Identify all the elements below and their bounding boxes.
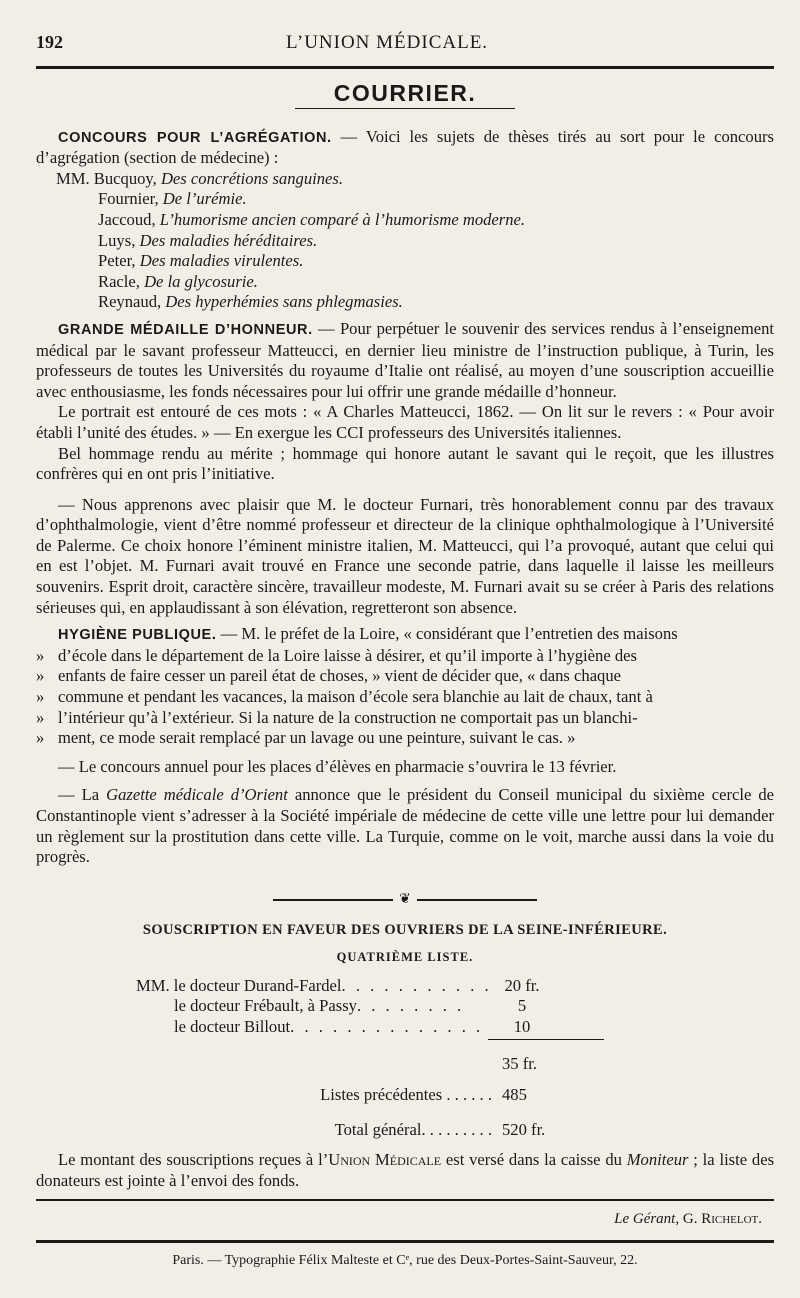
thesis-candidate: Luys, <box>98 230 140 250</box>
quote-text: commune et pendant les vacances, la maison d’école sera blanchie au lait de chaux, tant à <box>58 687 653 707</box>
portrait-paragraph: Le portrait est entouré de ces mots : « A Charles Matteucci, 1862. — On lit sur le revers : « Pour avoir établi l’unité des études. » — En exergue les CCI professeurs des Universités italiennes. <box>36 402 774 442</box>
gazette-text-a: — La <box>58 785 107 805</box>
gazette-text-b: annonce que le président du Conseil municipal du sixième cercle de Constantinople vient s’adresser à la Société impériale de médecine de cette ville une lettre pour lui demander un règlement sur la prostitution dans cette ville. La Turquie, comme on le voit, marche aussi dans la voie du progrès. <box>36 785 775 867</box>
thesis-item <box>36 272 774 293</box>
thesis-candidate: MM. Bucquoy, <box>56 168 161 188</box>
quote-line <box>36 728 774 749</box>
hygiene-text: — M. le préfet de la Loire, « considérant que l’entretien des maisons <box>216 624 678 644</box>
quote-mark: » <box>36 666 45 686</box>
footer-rule <box>36 1199 774 1201</box>
thesis-item <box>36 210 774 231</box>
total-row <box>36 1120 774 1141</box>
gazette-title: Gazette médicale d’Orient <box>106 785 288 805</box>
quote-mark: » <box>36 707 45 727</box>
thesis-list <box>36 169 774 313</box>
previous-label: Listes précédentes . . . . . . <box>320 1084 492 1104</box>
total-amount: 520 fr. <box>502 1119 546 1139</box>
ornament-flourish-icon: ❦ <box>399 891 411 907</box>
donor-amount: 10 <box>513 1016 531 1036</box>
quote-line <box>36 646 774 667</box>
souscription-title: SOUSCRIPTION EN FAVEUR DES OUVRIERS DE LA SEINE-INFÉRIEURE. <box>142 922 668 939</box>
thesis-candidate: Fournier, <box>98 189 163 209</box>
quote-mark: » <box>36 728 45 748</box>
donor-name: le docteur Billout. . . . . . . . . . . . . . <box>174 1016 484 1036</box>
hygiene-lead: HYGIÈNE PUBLIQUE. <box>58 627 217 644</box>
subtotal-row <box>36 1054 774 1075</box>
gerant-signature <box>36 1209 762 1230</box>
quote-mark: » <box>36 645 45 665</box>
hygiene-quote <box>36 646 774 749</box>
concours-paragraph <box>36 127 774 169</box>
moniteur-name: Moniteur <box>626 1150 689 1170</box>
donor-row <box>36 996 774 1017</box>
thesis-title: Des hyperhémies sans phlegmasies. <box>165 292 403 312</box>
previous-row <box>36 1085 774 1106</box>
thesis-candidate: Reynaud, <box>98 292 166 312</box>
thesis-item <box>36 292 774 313</box>
thesis-title: Des concrétions sanguines. <box>160 168 343 188</box>
gazette-paragraph <box>36 785 774 867</box>
gerant-label: Le Gérant, <box>614 1211 680 1228</box>
thesis-item <box>36 251 774 272</box>
thesis-item <box>36 189 774 210</box>
quote-line <box>36 687 774 708</box>
ornament-divider <box>36 890 774 911</box>
previous-amount: 485 <box>502 1084 527 1104</box>
medaille-lead: GRANDE MÉDAILLE D’HONNEUR. <box>58 321 313 338</box>
gerant-name: G. Richelot. <box>679 1211 762 1228</box>
souscription-note: Le montant des souscriptions reçues à l’Union Médicale est versé dans la caisse du Moniteur ; la liste des donateurs est jointe à l’envoi des fonds. <box>36 1150 775 1190</box>
hygiene-paragraph <box>36 624 774 646</box>
thesis-candidate: Peter, <box>98 251 140 271</box>
thesis-title: De la glycosurie. <box>144 271 258 291</box>
printer-rule <box>36 1240 774 1243</box>
thesis-title: L’humorisme ancien comparé à l’humorisme moderne. <box>159 209 526 229</box>
thesis-candidate: Racle, <box>98 271 145 291</box>
quote-line <box>36 666 774 687</box>
quote-text: ment, ce mode serait remplacé par un lavage ou une peinture, suivant le cas. » <box>58 728 576 748</box>
page-number: 192 <box>36 32 63 52</box>
ornament-line <box>273 899 393 901</box>
concours-lead: CONCOURS POUR L’AGRÉGATION. <box>58 129 332 146</box>
title-rule <box>295 108 515 109</box>
concours-text: — Voici les sujets de thèses tirés au sort pour le concours d’agrégation (section de médecine) : <box>36 126 774 168</box>
medaille-paragraph <box>36 319 774 402</box>
quote-text: d’école dans le département de la Loire laisse à désirer, et qu’il importe à l’hygiène des <box>58 645 637 665</box>
quote-mark: » <box>36 687 45 707</box>
furnari-paragraph: — Nous apprenons avec plaisir que M. le docteur Furnari, très honorablement connu par des travaux d’ophthalmologie, vient d’être nommé professeur et directeur de la clinique ophthalmologique à l’Université de Palerme. Ce choix honore l’éminent ministre italien, M. Matteucci, qui l’a provoqué, autant que celui qui en est l’objet. M. Furnari avait trouvé en France une seconde patrie, dans laquelle il laisse les meilleurs souvenirs. Esprit droit, caractère sincère, travailleur modeste, M. Furnari avait su se créer à Paris des relations sérieuses qui, en applaudissant à son élévation, regretteront son absence. <box>36 494 774 617</box>
quote-text: l’intérieur qu’à l’extérieur. Si la nature de la construction ne comportait pas un blanchi- <box>58 707 638 727</box>
donor-row <box>36 976 774 997</box>
thesis-item <box>36 231 774 252</box>
quote-text: enfants de faire cesser un pareil état de choses, » vient de décider que, « dans chaque <box>58 666 622 686</box>
souscription-subtitle: QUATRIÈME LISTE. <box>336 949 474 964</box>
header-rule <box>36 66 774 69</box>
quote-line <box>36 708 774 729</box>
total-label: Total général. . . . . . . . . <box>334 1119 492 1139</box>
donor-amount: 20 fr. <box>504 975 540 995</box>
donor-name: le docteur Frébault, à Passy. . . . . . . . <box>174 996 465 1016</box>
section-title: COURRIER. <box>333 80 477 106</box>
hommage-paragraph: Bel hommage rendu au mérite ; hommage qui honore autant le savant qui le reçoit, que les illustres confrères qui en ont pris l’initiative. <box>36 443 774 484</box>
medaille-text: — Pour perpétuer le souvenir des services rendus à l’enseignement médical par le savant professeur Matteucci, en dernier lieu ministre de l’instruction publique, à Turin, les professeurs de toutes les Universités du royaume d’Italie ont réalisé, au moyen d’une souscription accueillie avec enthousiasme, les fonds nécessaires pour lui offrir une grande médaille d’honneur. <box>36 318 775 401</box>
subtotal-amount: 35 fr. <box>502 1054 538 1074</box>
donor-name: MM. le docteur Durand-Fardel. . . . . . . . . . . <box>136 975 492 995</box>
thesis-title: De l’urémie. <box>162 189 247 209</box>
donor-amount: 5 <box>517 996 527 1016</box>
ornament-line <box>417 899 537 901</box>
printer-imprint: Paris. — Typographie Félix Malteste et Cᵉ, rue des Deux-Portes-Saint-Sauveur, 22. <box>172 1252 638 1268</box>
sum-rule <box>488 1039 604 1040</box>
page-header <box>36 32 774 60</box>
running-title: L’UNION MÉDICALE. <box>286 32 489 53</box>
donor-list <box>36 976 774 1141</box>
pharmacie-paragraph: — Le concours annuel pour les places d’élèves en pharmacie s’ouvrira le 13 février. <box>58 756 617 776</box>
thesis-candidate: Jaccoud, <box>98 209 160 229</box>
donor-row <box>36 1017 774 1038</box>
thesis-item <box>36 169 774 190</box>
thesis-title: Des maladies héréditaires. <box>139 230 318 250</box>
thesis-title: Des maladies virulentes. <box>139 251 304 271</box>
journal-name: Union Médicale <box>328 1150 442 1170</box>
